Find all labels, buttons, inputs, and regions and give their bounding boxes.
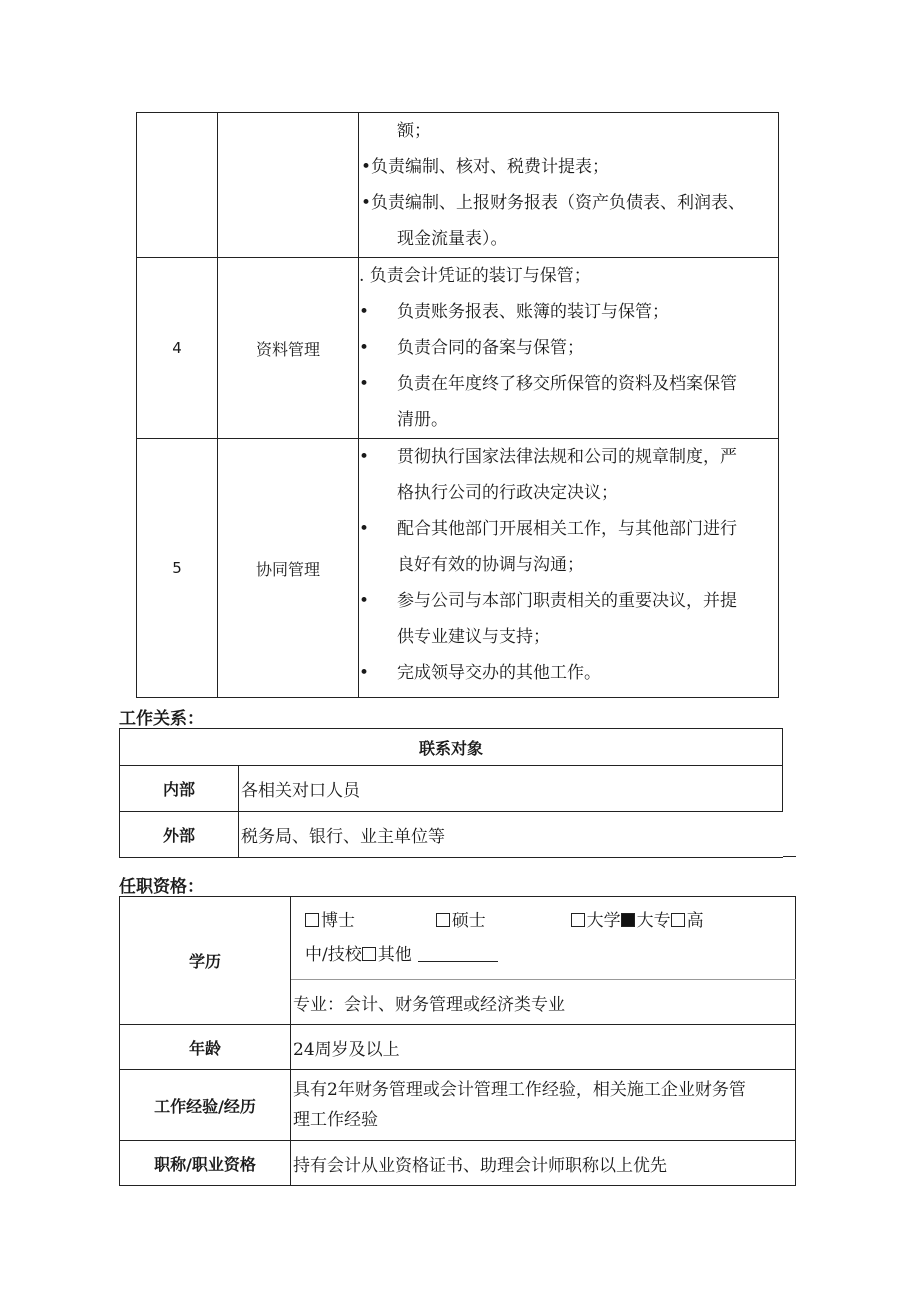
edu-doctor: 博士: [321, 911, 355, 931]
table-row: [137, 113, 779, 258]
experience-label: 工作经验/经历: [120, 1070, 291, 1141]
table-row: [120, 812, 783, 858]
row-number: [137, 113, 218, 258]
duty-table: [136, 112, 779, 698]
duty-line: 额；: [397, 121, 431, 141]
duty-line: [359, 366, 778, 402]
bullet: •: [359, 338, 370, 358]
table-row: [120, 729, 783, 766]
edu-other: 其他: [377, 945, 412, 965]
duty-text: 配合其他部门开展相关工作，与其他部门进行: [397, 519, 737, 539]
education-options: [291, 897, 796, 980]
other-blank: [418, 947, 498, 962]
duty-line: [359, 294, 778, 330]
duty-line: [359, 583, 778, 619]
table-row: [120, 1025, 796, 1070]
duty-line: 良好有效的协调与沟通；: [397, 555, 584, 575]
duty-line: . 负责会计凭证的装订与保管；: [359, 266, 591, 286]
checkbox-icon: [305, 913, 319, 927]
table-row: [137, 258, 779, 439]
duty-details: [359, 439, 779, 698]
duty-name: [218, 113, 359, 258]
edu-high-school: 中/技校: [305, 945, 362, 965]
internal-value: 各相关对口人员: [239, 766, 783, 812]
contact-header: 联系对象: [120, 729, 783, 766]
divider: [783, 856, 796, 857]
duty-name: 协同管理: [218, 439, 359, 698]
duty-text: 参与公司与本部门职责相关的重要决议，并提: [397, 591, 737, 611]
bullet: •: [359, 591, 370, 611]
table-row: [120, 897, 796, 980]
duty-line: 格执行公司的行政决定决议；: [397, 483, 618, 503]
table-row: [120, 766, 783, 812]
qualification-table: [119, 896, 796, 1186]
experience-line: 理工作经验: [293, 1110, 378, 1130]
duty-line: •负责编制、上报财务报表（资产负债表、利润表、: [361, 193, 746, 213]
duty-line: 供专业建议与支持；: [397, 627, 550, 647]
major-value: 专业：会计、财务管理或经济类专业: [291, 980, 796, 1025]
duty-line: •负责编制、核对、税费计提表；: [361, 157, 610, 177]
duty-details: [359, 113, 779, 258]
edu-college: 大专: [636, 911, 671, 931]
checkbox-icon: [671, 913, 685, 927]
checkbox-icon: [362, 947, 376, 961]
edu-master: 硕士: [451, 911, 486, 931]
duty-line: [359, 511, 778, 547]
duty-text: 完成领导交办的其他工作。: [397, 663, 601, 683]
duty-line: [359, 439, 778, 475]
row-number: 4: [137, 258, 218, 439]
education-line: [305, 938, 795, 972]
education-line: [305, 904, 795, 938]
edu-high: 高: [686, 911, 704, 931]
edu-bachelor: 大学: [586, 911, 621, 931]
duty-line: 现金流量表）。: [397, 229, 508, 249]
duty-text: 负责在年度终了移交所保管的资料及档案保管: [397, 374, 737, 394]
checkbox-checked-icon: [621, 913, 635, 927]
experience-line: 具有2年财务管理或会计管理工作经验，相关施工企业财务管: [293, 1080, 746, 1100]
duty-details: [359, 258, 779, 439]
duty-text: 贯彻执行国家法律法规和公司的规章制度，严: [397, 447, 737, 467]
bullet: •: [359, 302, 370, 322]
table-row: [137, 439, 779, 698]
duty-name: 资料管理: [218, 258, 359, 439]
work-relations-title: 工作关系：: [119, 709, 204, 729]
internal-label: 内部: [120, 766, 239, 812]
checkbox-icon: [571, 913, 585, 927]
title-value: 持有会计从业资格证书、助理会计师职称以上优先: [291, 1141, 796, 1186]
duty-line: 清册。: [397, 410, 448, 430]
contact-table: [119, 728, 783, 858]
title-label: 职称/职业资格: [120, 1141, 291, 1186]
experience-value: [291, 1070, 796, 1141]
duty-line: [359, 655, 778, 691]
checkbox-icon: [436, 913, 450, 927]
age-label: 年龄: [120, 1025, 291, 1070]
bullet: •: [359, 374, 370, 394]
external-label: 外部: [120, 812, 239, 858]
age-value: 24周岁及以上: [291, 1025, 796, 1070]
bullet: •: [359, 663, 370, 683]
duty-line: [359, 330, 778, 366]
external-value: 税务局、银行、业主单位等: [239, 812, 783, 858]
bullet: •: [359, 447, 370, 467]
education-label: 学历: [120, 897, 291, 1025]
row-number: 5: [137, 439, 218, 698]
duty-text: 负责账务报表、账簿的装订与保管；: [397, 302, 669, 322]
table-row: [120, 1070, 796, 1141]
bullet: •: [359, 519, 370, 539]
table-row: [120, 1141, 796, 1186]
qualifications-title: 任职资格：: [119, 877, 204, 897]
duty-text: 负责合同的备案与保管；: [397, 338, 584, 358]
